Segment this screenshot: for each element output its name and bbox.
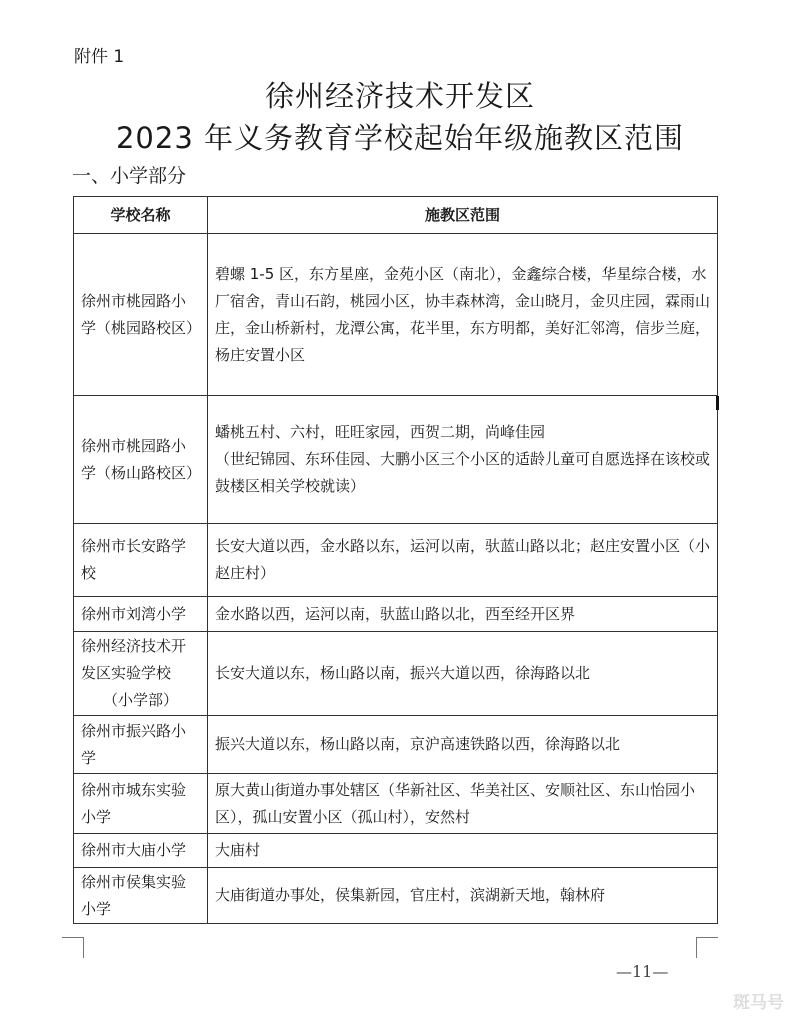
scope-cell: 长安大道以西，金水路以东，运河以南，驮蓝山路以北；赵庄安置小区（小赵庄村） bbox=[208, 524, 718, 597]
scope-cell: 大庙村 bbox=[208, 834, 718, 868]
school-name-cell: 徐州市城东实验小学 bbox=[74, 774, 208, 834]
school-name-cell: 徐州市侯集实验小学 bbox=[74, 868, 208, 924]
corner-mark-right bbox=[696, 937, 718, 960]
school-name-cell: 徐州市刘湾小学 bbox=[74, 597, 208, 632]
scope-text: 蟠桃五村、六村，旺旺家园，西贺二期，尚峰佳园 bbox=[215, 423, 546, 441]
column-header-scope: 施教区范围 bbox=[208, 197, 718, 234]
scope-cell: 长安大道以东，杨山路以南，振兴大道以西，徐海路以北 bbox=[208, 632, 718, 716]
table-row bbox=[74, 868, 718, 924]
table-row bbox=[74, 632, 718, 716]
corner-mark-left bbox=[62, 937, 84, 960]
school-name-cell: 徐州市长安路学校 bbox=[74, 524, 208, 597]
school-name-cell: 徐州市桃园路小学（桃园路校区） bbox=[74, 234, 208, 396]
section-heading: 一、小学部分 bbox=[72, 165, 187, 187]
page-number: —11— bbox=[616, 962, 669, 981]
table-row bbox=[74, 524, 718, 597]
table-row bbox=[74, 396, 718, 524]
watermark: 斑马号 bbox=[733, 993, 784, 1013]
school-name-cell: 徐州市大庙小学 bbox=[74, 834, 208, 868]
column-header-school: 学校名称 bbox=[74, 197, 208, 234]
scope-cell: 振兴大道以东，杨山路以南，京沪高速铁路以西，徐海路以北 bbox=[208, 716, 718, 774]
school-name-cell: 徐州市桃园路小学（杨山路校区） bbox=[74, 396, 208, 524]
table-row bbox=[74, 234, 718, 396]
school-name-text: 徐州经济技术开发区实验学校 bbox=[81, 637, 187, 682]
document-subtitle: 2023 年义务教育学校起始年级施教区范围 bbox=[115, 121, 685, 155]
table-row bbox=[74, 716, 718, 774]
scope-cell: 大庙街道办事处，侯集新园，官庄村，滨湖新天地，翰林府 bbox=[208, 868, 718, 924]
page-edge-mark bbox=[716, 396, 719, 410]
table-row bbox=[74, 834, 718, 868]
table-row bbox=[74, 774, 718, 834]
school-name-sub: （小学部） bbox=[102, 691, 178, 709]
scope-cell: 碧螺 1-5 区，东方星座，金苑小区（南北），金鑫综合楼，华星综合楼，水厂宿舍，青山石韵，桃园小区，协丰森林湾，金山晓月，金贝庄园，霖雨山庄，金山桥新村，龙潭公寓，花半里，东方明都，美好汇邻湾，信步兰庭，杨庄安置小区 bbox=[208, 234, 718, 396]
scope-cell: 原大黄山街道办事处辖区（华新社区、华美社区、安顺社区、东山怡园小区），孤山安置小区（孤山村），安然村 bbox=[208, 774, 718, 834]
scope-cell: 金水路以西，运河以南，驮蓝山路以北，西至经开区界 bbox=[208, 597, 718, 632]
school-name-cell bbox=[74, 632, 208, 716]
enrollment-scope-table bbox=[73, 196, 718, 924]
school-name-cell: 徐州市振兴路小学 bbox=[74, 716, 208, 774]
scope-note: （世纪锦园、东环佳园、大鹏小区三个小区的适龄儿童可自愿选择在该校或鼓楼区相关学校就读） bbox=[215, 450, 711, 495]
table-header-row bbox=[74, 197, 718, 234]
table-row bbox=[74, 597, 718, 632]
scope-cell bbox=[208, 396, 718, 524]
document-title: 徐州经济技术开发区 bbox=[264, 79, 535, 113]
attachment-label: 附件 1 bbox=[74, 47, 125, 67]
